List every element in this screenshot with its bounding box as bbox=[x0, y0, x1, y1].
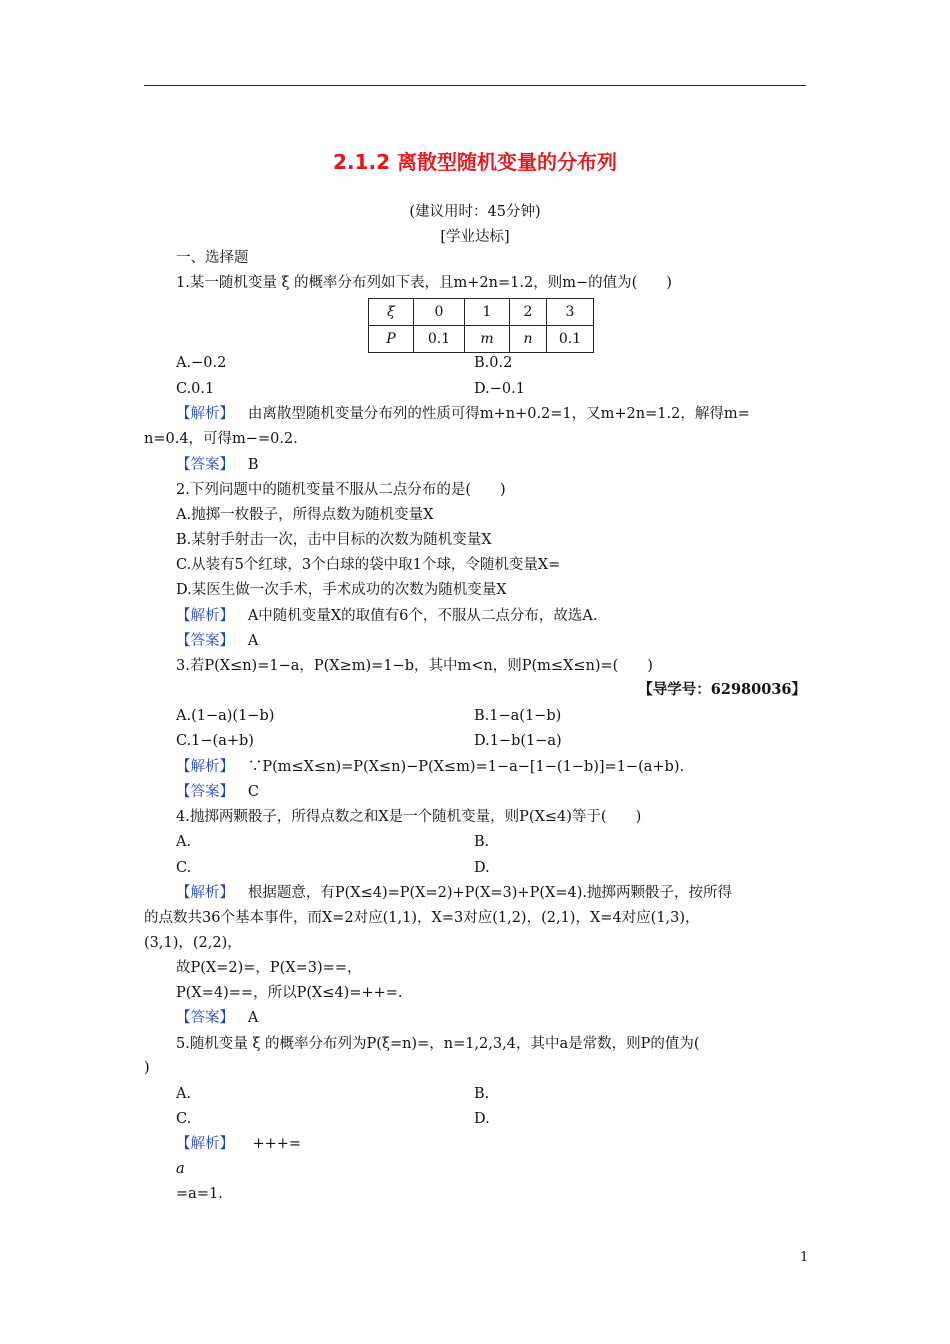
q2-option-b: B.某射手射击一次，击中目标的次数为随机变量X bbox=[176, 532, 492, 548]
table-row bbox=[369, 299, 594, 326]
q5-option-d: D. bbox=[474, 1111, 490, 1127]
q1-answer bbox=[176, 454, 258, 476]
answer-value: A bbox=[247, 1010, 259, 1026]
analysis-text: 根据题意，有P(X≤4)=P(X=2)+P(X=3)+P(X=4).抛掷两颗骰子，按所得 bbox=[247, 885, 732, 901]
q5-stem: 5.随机变量 ξ 的概率分布列为P(ξ=n)=，n=1,2,3,4，其中a是常数，则P的值为( bbox=[176, 1036, 700, 1052]
q4-analysis-cont: (3,1)，(2,2)， bbox=[144, 935, 242, 951]
analysis-text: ∵P(m≤X≤n)=P(X≤n)−P(X≤m)=1−a−[1−(1−b)]=1−(a+b). bbox=[247, 759, 685, 775]
q1-analysis-cont: n=0.4，可得m−=0.2. bbox=[144, 431, 298, 447]
table-cell: 2 bbox=[510, 299, 547, 326]
q5-option-b: B. bbox=[474, 1086, 490, 1102]
table-cell: ξ bbox=[369, 299, 414, 326]
q3-stem: 3.若P(X≤n)=1−a，P(X≥m)=1−b，其中m<n，则P(m≤X≤n)=( ) bbox=[176, 658, 653, 674]
table-cell: P bbox=[369, 326, 414, 353]
q4-stem: 4.抛掷两颗骰子，所得点数之和X是一个随机变量，则P(X≤4)等于( ) bbox=[176, 809, 642, 825]
q3-option-b: B.1−a(1−b) bbox=[474, 708, 562, 724]
answer-value: A bbox=[247, 633, 259, 649]
table-cell: 0 bbox=[414, 299, 465, 326]
analysis-text: A中随机变量X的取值有6个，不服从二点分布，故选A. bbox=[247, 608, 598, 624]
page-title: 2.1.2 离散型随机变量的分布列 bbox=[333, 150, 617, 174]
q2-answer bbox=[176, 630, 258, 652]
q4-analysis-cont: P(X=4)==，所以P(X≤4)=++=. bbox=[176, 985, 403, 1001]
table-cell: 1 bbox=[465, 299, 510, 326]
table-cell: m bbox=[465, 326, 510, 353]
section-tag: [学业达标] bbox=[440, 229, 510, 245]
answer-value: B bbox=[247, 457, 259, 473]
q3-option-a: A.(1−a)(1−b) bbox=[176, 708, 275, 724]
q4-analysis bbox=[176, 882, 732, 904]
guide-number: 【导学号：62980036】 bbox=[638, 681, 806, 698]
q3-option-c: C.1−(a+b) bbox=[176, 733, 254, 749]
q5-option-a: A. bbox=[176, 1086, 192, 1102]
q2-option-d: D.某医生做一次手术，手术成功的次数为随机变量X bbox=[176, 582, 507, 598]
q4-option-c: C. bbox=[176, 860, 192, 876]
answer-tag: 【答案】 bbox=[176, 457, 234, 473]
table-cell: 3 bbox=[547, 299, 594, 326]
q1-option-a: A.−0.2 bbox=[176, 355, 227, 371]
analysis-tag: 【解析】 bbox=[176, 759, 234, 775]
q1-analysis bbox=[176, 403, 750, 425]
q4-analysis-cont: 故P(X=2)=，P(X=3)==， bbox=[176, 960, 362, 976]
q2-option-a: A.抛掷一枚骰子，所得点数为随机变量X bbox=[176, 507, 434, 523]
q5-analysis-cont: =a=1. bbox=[176, 1186, 223, 1202]
header-rule bbox=[144, 85, 806, 86]
q1-option-b: B.0.2 bbox=[474, 355, 513, 371]
q3-analysis bbox=[176, 756, 684, 778]
q2-stem: 2.下列问题中的随机变量不服从二点分布的是( ) bbox=[176, 482, 506, 498]
answer-tag: 【答案】 bbox=[176, 784, 234, 800]
answer-value: C bbox=[247, 784, 259, 800]
table-cell: 0.1 bbox=[414, 326, 465, 353]
page-number: 1 bbox=[800, 1250, 809, 1265]
q5-analysis-cont: a bbox=[176, 1161, 185, 1177]
analysis-tag: 【解析】 bbox=[176, 406, 234, 422]
answer-tag: 【答案】 bbox=[176, 633, 234, 649]
analysis-text: +++= bbox=[252, 1136, 302, 1152]
q5-analysis bbox=[176, 1133, 301, 1155]
answer-tag: 【答案】 bbox=[176, 1010, 234, 1026]
table-cell: n bbox=[510, 326, 547, 353]
table-cell: 0.1 bbox=[547, 326, 594, 353]
q4-answer bbox=[176, 1007, 258, 1029]
analysis-tag: 【解析】 bbox=[176, 885, 234, 901]
q3-option-d: D.1−b(1−a) bbox=[474, 733, 562, 749]
q5-option-c: C. bbox=[176, 1111, 192, 1127]
q4-option-d: D. bbox=[474, 860, 490, 876]
q2-option-c: C.从装有5个红球，3个白球的袋中取1个球，令随机变量X= bbox=[176, 557, 561, 573]
part-label: 一、选择题 bbox=[176, 250, 249, 266]
analysis-text: 由离散型随机变量分布列的性质可得m+n+0.2=1，又m+2n=1.2，解得m= bbox=[247, 406, 750, 422]
q1-stem: 1.某一随机变量 ξ 的概率分布列如下表，且m+2n=1.2，则m−的值为( ) bbox=[176, 275, 672, 291]
q1-option-c: C.0.1 bbox=[176, 381, 215, 397]
distribution-table bbox=[368, 298, 594, 353]
q1-option-d: D.−0.1 bbox=[474, 381, 525, 397]
q4-analysis-cont: 的点数共36个基本事件，而X=2对应(1,1)，X=3对应(1,2)，(2,1)，X=4对应(1,3)， bbox=[144, 910, 700, 926]
q5-stem-cont: ) bbox=[144, 1060, 150, 1076]
q4-option-b: B. bbox=[474, 834, 490, 850]
analysis-tag: 【解析】 bbox=[176, 608, 234, 624]
q2-analysis bbox=[176, 605, 597, 627]
analysis-tag: 【解析】 bbox=[176, 1136, 234, 1152]
q4-option-a: A. bbox=[176, 834, 192, 850]
table-row bbox=[369, 326, 594, 353]
q3-answer bbox=[176, 781, 259, 803]
time-note: (建议用时：45分钟) bbox=[409, 204, 541, 220]
